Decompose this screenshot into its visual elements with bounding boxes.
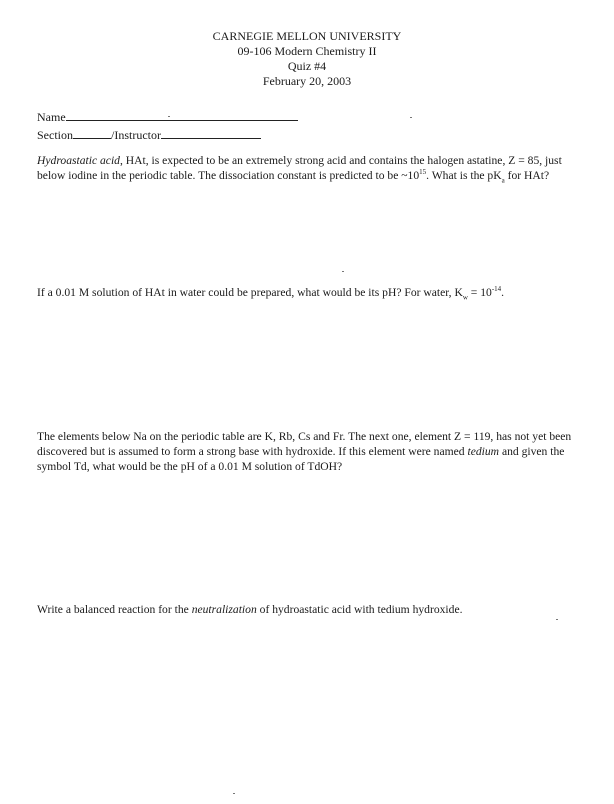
question-4-text-b: of hydroastatic acid with tedium hydroxide. [256, 603, 463, 616]
question-1-term: Hydroastatic acid [37, 154, 120, 167]
question-1-text-b: . What is the pK [426, 169, 502, 182]
section-field [37, 127, 261, 142]
question-1-exponent: 15 [419, 168, 427, 177]
quiz-number: Quiz #4 [287, 59, 327, 73]
question-1-text-a: , HAt, is expected to be an extremely strong acid and contains the halogen astatine, Z = 85, just below iodine in the periodic table. The dissociation constant is predicted to be ~10 [37, 154, 562, 182]
course-title: 09-106 Modern Chemistry II [237, 44, 377, 58]
question-1-subscript: a [501, 176, 505, 185]
question-2-text-c: . [501, 286, 505, 299]
scan-speck [233, 793, 235, 794]
question-3-text-b: and given the symbol Td, what would be the pH of a 0.01 M solution of TdOH? [37, 445, 565, 473]
question-3-text-a: The elements below Na on the periodic table are K, Rb, Cs and Fr. The next one, element Z = 119, has not yet been discovered but is assumed to form a strong base with hydroxide. If this element were named [37, 430, 572, 458]
scan-speck [168, 116, 170, 117]
instructor-blank[interactable] [161, 127, 261, 139]
question-3 [37, 429, 577, 474]
question-1 [37, 153, 577, 183]
scan-speck [410, 117, 412, 118]
section-label: Section [37, 128, 73, 142]
question-4 [37, 602, 577, 617]
quiz-date: February 20, 2003 [262, 74, 352, 88]
question-2 [37, 285, 577, 300]
document-header [0, 29, 614, 89]
university-title: CARNEGIE MELLON UNIVERSITY [212, 29, 402, 43]
question-2-text-b: = 10 [467, 286, 492, 299]
scan-speck [556, 619, 558, 620]
question-2-exponent: -14 [491, 285, 502, 294]
question-2-text-a: If a 0.01 M solution of HAt in water could be prepared, what would be its pH? For water, K [37, 286, 463, 299]
scan-speck [342, 271, 344, 272]
name-blank[interactable] [66, 109, 298, 121]
question-1-text-c: for HAt? [504, 169, 550, 182]
question-4-text-a: Write a balanced reaction for the [37, 603, 192, 616]
question-3-term: tedium [467, 445, 500, 458]
section-blank[interactable] [73, 127, 111, 139]
instructor-label: /Instructor [111, 128, 161, 142]
question-2-subscript: w [462, 293, 468, 302]
question-4-term: neutralization [191, 603, 257, 616]
name-label: Name [37, 110, 66, 124]
